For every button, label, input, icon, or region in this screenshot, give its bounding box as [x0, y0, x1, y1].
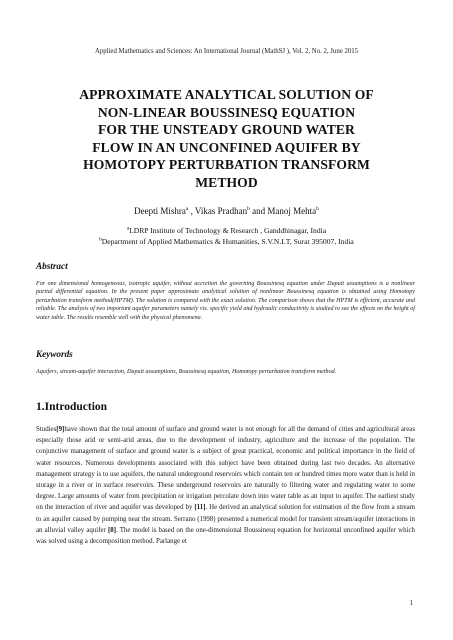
title-line: NON-LINEAR BOUSSINESQ EQUATION [97, 104, 356, 120]
affil-marker: a [126, 226, 130, 232]
introduction-body [36, 424, 415, 547]
title-line: FOR THE UNSTEADY GROUND WATER [98, 122, 355, 137]
intro-text: . The model is based on the one-dimensional Boussinesq equation for horizontal unconfined aquifer which was solved using a decomposition method. Parlange et [36, 526, 415, 546]
author-list [40, 206, 413, 216]
affil-marker: b [99, 237, 102, 243]
affiliation-a [40, 226, 413, 235]
author-affil-marker: a [185, 206, 189, 212]
running-head: Applied Mathematics and Sciences: An International Journal (MathSJ ), Vol. 2, No. 2, June 2015 [94, 48, 359, 55]
section-heading: 1.Introduction [36, 401, 108, 413]
citation-ref: [8] [107, 526, 116, 534]
author-affil-marker: b [316, 206, 319, 212]
citation-ref: [11] [194, 504, 206, 512]
affil-text: LDRP Institute of Technology & Research , Ganddhinagar, India [129, 226, 327, 235]
affil-text: Department of Applied Mathematics & Humanities, S.V.N.I.T, Surat 395007, India [101, 237, 354, 246]
abstract-body: For one dimensional homogeneous, isotropic aquifer, without accretion the governing Boussinesq equation under Dupuit assumptions is a nonlinear partial differential equation. In the present paper approximate analytical solution of nonlinear Boussinesq equation is obtained using Homotopy perturbation transform method(HPTM). The solution is compared with the exact solution. The comparison shows that the HPTM is efficient, accurate and reliable. The analysis of two important aquifer parameters namely viz. specific yield and hydraulic conductivity is studied to see the effects on the height of water table. The results resemble well with the physical phenomena. [36, 281, 415, 321]
title-line: APPROXIMATE ANALYTICAL SOLUTION OF [79, 87, 374, 102]
intro-text: Studies [36, 426, 57, 433]
intro-text: have shown that the total amount of surface and ground water is not enough for all the demand of cities and agricultural areas especially those arid or semi-arid areas, due to the development of industry, agriculture and the increase of the population. The conjunctive management of surface and ground water is a subject of great practical, economic and political importance in the field of water resources. Numerous developments associated with this subject have been obtained during last two decades. An alternative management strategy is to use aquifers, the natural underground reservoirs which contain ten or hundred times more water than is held in storage in a river or in surface reservoirs. These underground reservoirs are naturally to filtering water and regulating water to some degree. Large amounts of water from precipitation or irrigation percolate down into water table as an input to aquifer. The earliest study on the interaction of river and aquifer was developed by [36, 426, 415, 512]
title-line: METHOD [195, 174, 258, 190]
keywords-body: Aquifers, stream-aquifer interaction, Dupuit assumptions, Boussinesq equation, Homotopy perturbation transform method. [36, 369, 337, 375]
citation-ref: [9] [56, 426, 65, 433]
abstract-heading: Abstract [36, 261, 68, 271]
author-name: Vikas Pradhan [194, 206, 248, 216]
title-line: FLOW IN AN UNCONFINED AQUIFER BY [92, 139, 361, 155]
paper-title [40, 86, 413, 191]
intro-text: . He derived an analytical solution for estimation of the flow from a stream to an aquifer caused by pumping near the stream. Serrano (1998) presented a numerical model for transient stream/aquifer interactions in an alluvial valley aquifer [36, 504, 416, 534]
page-number: 1 [409, 600, 413, 607]
keywords-heading: Keywords [36, 349, 73, 359]
author-affil-marker: b [247, 206, 250, 212]
author-separator: , [188, 206, 195, 216]
author-name: Deepti Mishra [134, 206, 186, 216]
author-separator: and [249, 206, 268, 216]
affiliation-b [40, 237, 413, 246]
author-name: Manoj Mehta [267, 206, 317, 216]
title-line: HOMOTOPY PERTURBATION TRANSFORM [83, 157, 370, 172]
